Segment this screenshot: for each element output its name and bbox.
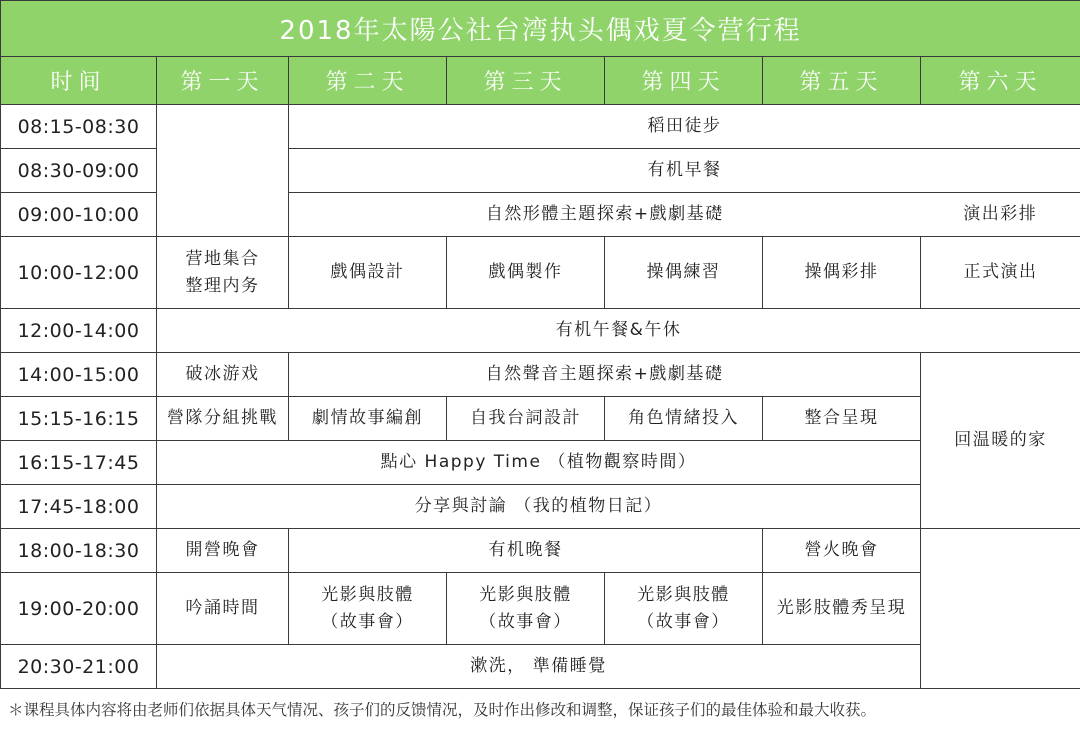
footnote: ＊课程具体内容将由老师们依据具体天气情况、孩子们的反馈情况，及时作出修改和调整，保证孩子们的最佳体验和最大收获。 — [8, 701, 877, 719]
activity-cell: 漱洗， 準備睡覺 — [157, 645, 921, 689]
page-title: 2018年太陽公社台湾执头偶戏夏令营行程 — [1, 1, 1080, 57]
header-row — [1, 57, 1080, 105]
activity-cell: 自然形體主題探索+戲劇基礎 — [289, 193, 921, 237]
activity-line: 营地集合 — [185, 249, 260, 270]
table-row — [1, 353, 1080, 397]
activity-cell: 有机午餐&午休 — [157, 309, 1080, 353]
activity-cell: 分享與討論 （我的植物日記） — [157, 485, 921, 529]
activity-cell — [447, 573, 605, 645]
time-cell: 20:30-21:00 — [1, 645, 157, 689]
activity-line: 光影與肢體 — [637, 585, 730, 606]
activity-cell: 操偶練習 — [605, 237, 763, 309]
activity-cell: 吟誦時間 — [157, 573, 289, 645]
activity-cell — [605, 573, 763, 645]
activity-cell: 開營晚會 — [157, 529, 289, 573]
header-day-4: 第四天 — [605, 57, 763, 105]
activity-cell: 點心 Happy Time （植物觀察時間） — [157, 441, 921, 485]
activity-cell: 光影肢體秀呈現 — [763, 573, 921, 645]
activity-cell: 營隊分組挑戰 — [157, 397, 289, 441]
activity-cell: 整合呈現 — [763, 397, 921, 441]
time-cell: 08:30-09:00 — [1, 149, 157, 193]
table-row — [1, 237, 1080, 309]
table-row — [1, 397, 1080, 441]
activity-cell: 演出彩排 — [921, 193, 1080, 237]
time-cell: 19:00-20:00 — [1, 573, 157, 645]
header-day-2: 第二天 — [289, 57, 447, 105]
time-cell: 17:45-18:00 — [1, 485, 157, 529]
activity-cell: 戲偶製作 — [447, 237, 605, 309]
activity-cell: 稻田徒步 — [289, 105, 1080, 149]
table-row — [1, 529, 1080, 573]
time-cell: 14:00-15:00 — [1, 353, 157, 397]
activity-cell: 回温暖的家 — [921, 353, 1080, 529]
header-day-5: 第五天 — [763, 57, 921, 105]
time-cell: 18:00-18:30 — [1, 529, 157, 573]
activity-cell: 劇情故事編創 — [289, 397, 447, 441]
header-day-3: 第三天 — [447, 57, 605, 105]
activity-cell: 自我台詞設計 — [447, 397, 605, 441]
activity-line: （故事會） — [479, 611, 572, 632]
activity-cell: 戲偶設計 — [289, 237, 447, 309]
header-day-1: 第一天 — [157, 57, 289, 105]
table-row — [1, 645, 1080, 689]
activity-cell: 操偶彩排 — [763, 237, 921, 309]
activity-cell: 營火晚會 — [763, 529, 921, 573]
empty-cell — [157, 105, 289, 237]
table-row — [1, 309, 1080, 353]
header-day-6: 第六天 — [921, 57, 1080, 105]
header-time: 时间 — [1, 57, 157, 105]
table-row — [1, 573, 1080, 645]
activity-cell — [289, 573, 447, 645]
time-cell: 09:00-10:00 — [1, 193, 157, 237]
activity-line: （故事會） — [637, 611, 730, 632]
empty-cell — [921, 529, 1080, 689]
time-cell: 16:15-17:45 — [1, 441, 157, 485]
activity-cell: 正式演出 — [921, 237, 1080, 309]
table-row — [1, 105, 1080, 149]
activity-cell: 有机早餐 — [289, 149, 1080, 193]
time-cell: 12:00-14:00 — [1, 309, 157, 353]
activity-line: 整理内务 — [185, 275, 260, 296]
table-row — [1, 485, 1080, 529]
time-cell: 08:15-08:30 — [1, 105, 157, 149]
activity-line: （故事會） — [321, 611, 414, 632]
time-cell: 10:00-12:00 — [1, 237, 157, 309]
activity-cell: 自然聲音主題探索+戲劇基礎 — [289, 353, 921, 397]
activity-cell — [157, 237, 289, 309]
activity-cell: 角色情緒投入 — [605, 397, 763, 441]
time-cell: 15:15-16:15 — [1, 397, 157, 441]
activity-cell: 有机晚餐 — [289, 529, 763, 573]
activity-line: 光影與肢體 — [321, 585, 414, 606]
activity-line: 光影與肢體 — [479, 585, 572, 606]
table-row — [1, 441, 1080, 485]
activity-cell: 破冰游戏 — [157, 353, 289, 397]
